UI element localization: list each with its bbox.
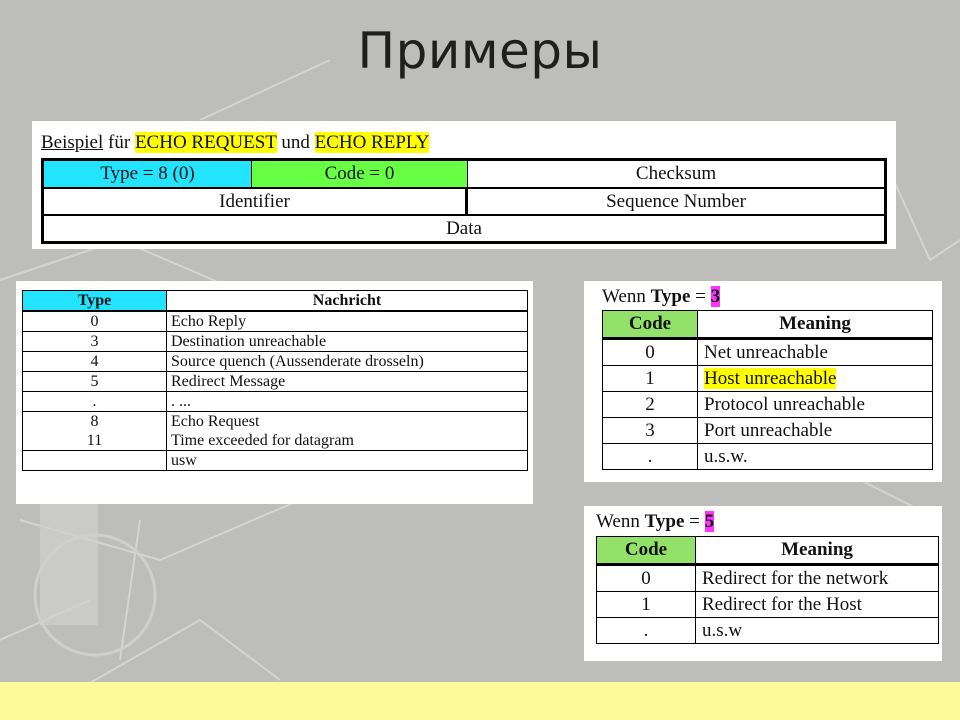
table-row — [23, 372, 528, 392]
type-cell: 0 — [23, 311, 167, 332]
message-cell: Redirect Message — [167, 372, 528, 392]
type-cell: 8 — [23, 412, 167, 432]
type-cell: . — [23, 392, 167, 412]
table-header-row — [597, 537, 939, 565]
code-cell: . — [597, 618, 696, 644]
table-row — [597, 618, 939, 644]
caption-beispiel: Beispiel — [41, 132, 104, 153]
bottom-bar — [0, 682, 960, 720]
meaning-cell: u.s.w. — [698, 444, 933, 470]
message-cell: Echo Request — [167, 412, 528, 432]
code3-panel — [584, 281, 942, 482]
type-cell: 4 — [23, 352, 167, 372]
types-table — [22, 290, 528, 471]
code-header: Code — [603, 311, 698, 339]
caption-fur: für — [103, 132, 135, 153]
code-cell: 2 — [603, 392, 698, 418]
meaning-cell: u.s.w — [696, 618, 939, 644]
type-field: Type = 8 (0) — [44, 161, 252, 187]
echo-panel — [32, 121, 896, 249]
caption-equals: = — [690, 286, 711, 307]
table-row — [603, 418, 933, 444]
type-cell: 5 — [23, 372, 167, 392]
meaning-header: Meaning — [696, 537, 939, 565]
meaning-cell: Redirect for the network — [696, 565, 939, 592]
echo-packet-format — [41, 158, 887, 244]
type-header: Type — [23, 291, 167, 312]
sequence-number-field: Sequence Number — [468, 187, 884, 214]
caption-type-number: 5 — [704, 511, 715, 532]
caption-prefix: Wenn — [602, 286, 651, 307]
meaning-cell: Net unreachable — [698, 339, 933, 366]
code3-caption — [602, 286, 720, 308]
code-cell: 0 — [597, 565, 696, 592]
identifier-field: Identifier — [44, 187, 468, 214]
message-cell: Source quench (Aussenderate drosseln) — [167, 352, 528, 372]
table-row — [23, 392, 528, 412]
highlighted-meaning: Host unreachable — [704, 368, 837, 389]
code3-table — [602, 310, 933, 470]
echo-caption — [41, 132, 429, 154]
data-field: Data — [44, 214, 884, 241]
checksum-field: Checksum — [635, 163, 717, 184]
code-cell: . — [603, 444, 698, 470]
table-header-row — [23, 291, 528, 312]
type-cell — [23, 451, 167, 471]
caption-type-number: 3 — [710, 286, 721, 307]
table-row — [597, 592, 939, 618]
caption-type: Type — [650, 286, 691, 307]
caption-echo-request: ECHO REQUEST — [134, 132, 277, 153]
meaning-header: Meaning — [698, 311, 933, 339]
table-row — [23, 412, 528, 432]
caption-equals: = — [684, 511, 705, 532]
message-cell: . ... — [167, 392, 528, 412]
table-row — [23, 311, 528, 332]
type-cell: 3 — [23, 332, 167, 352]
table-row — [597, 565, 939, 592]
message-cell: usw — [167, 451, 528, 471]
caption-prefix: Wenn — [596, 511, 645, 532]
table-row — [23, 451, 528, 471]
code-cell: 1 — [597, 592, 696, 618]
nachricht-header: Nachricht — [167, 291, 528, 312]
code-field: Code = 0 — [252, 161, 468, 187]
caption-type: Type — [644, 511, 685, 532]
table-row — [603, 392, 933, 418]
message-cell: Echo Reply — [167, 311, 528, 332]
message-cell: Destination unreachable — [167, 332, 528, 352]
meaning-cell: Redirect for the Host — [696, 592, 939, 618]
table-row — [23, 332, 528, 352]
code-header: Code — [597, 537, 696, 565]
code-cell: 3 — [603, 418, 698, 444]
code-cell: 0 — [603, 339, 698, 366]
table-row — [23, 431, 528, 451]
code5-panel — [584, 506, 942, 661]
table-header-row — [603, 311, 933, 339]
page-title: Примеры — [357, 22, 603, 80]
table-row — [23, 352, 528, 372]
code-cell: 1 — [603, 366, 698, 392]
type-cell: 11 — [23, 431, 167, 451]
table-row — [603, 339, 933, 366]
message-cell: Time exceeded for datagram — [167, 431, 528, 451]
code5-table — [596, 536, 939, 644]
caption-und: und — [276, 132, 315, 153]
caption-echo-reply: ECHO REPLY — [314, 132, 430, 153]
meaning-cell: Port unreachable — [698, 418, 933, 444]
types-panel — [16, 281, 533, 504]
code5-caption — [596, 511, 714, 533]
meaning-cell — [698, 366, 933, 392]
table-row — [603, 366, 933, 392]
meaning-cell: Protocol unreachable — [698, 392, 933, 418]
table-row — [603, 444, 933, 470]
